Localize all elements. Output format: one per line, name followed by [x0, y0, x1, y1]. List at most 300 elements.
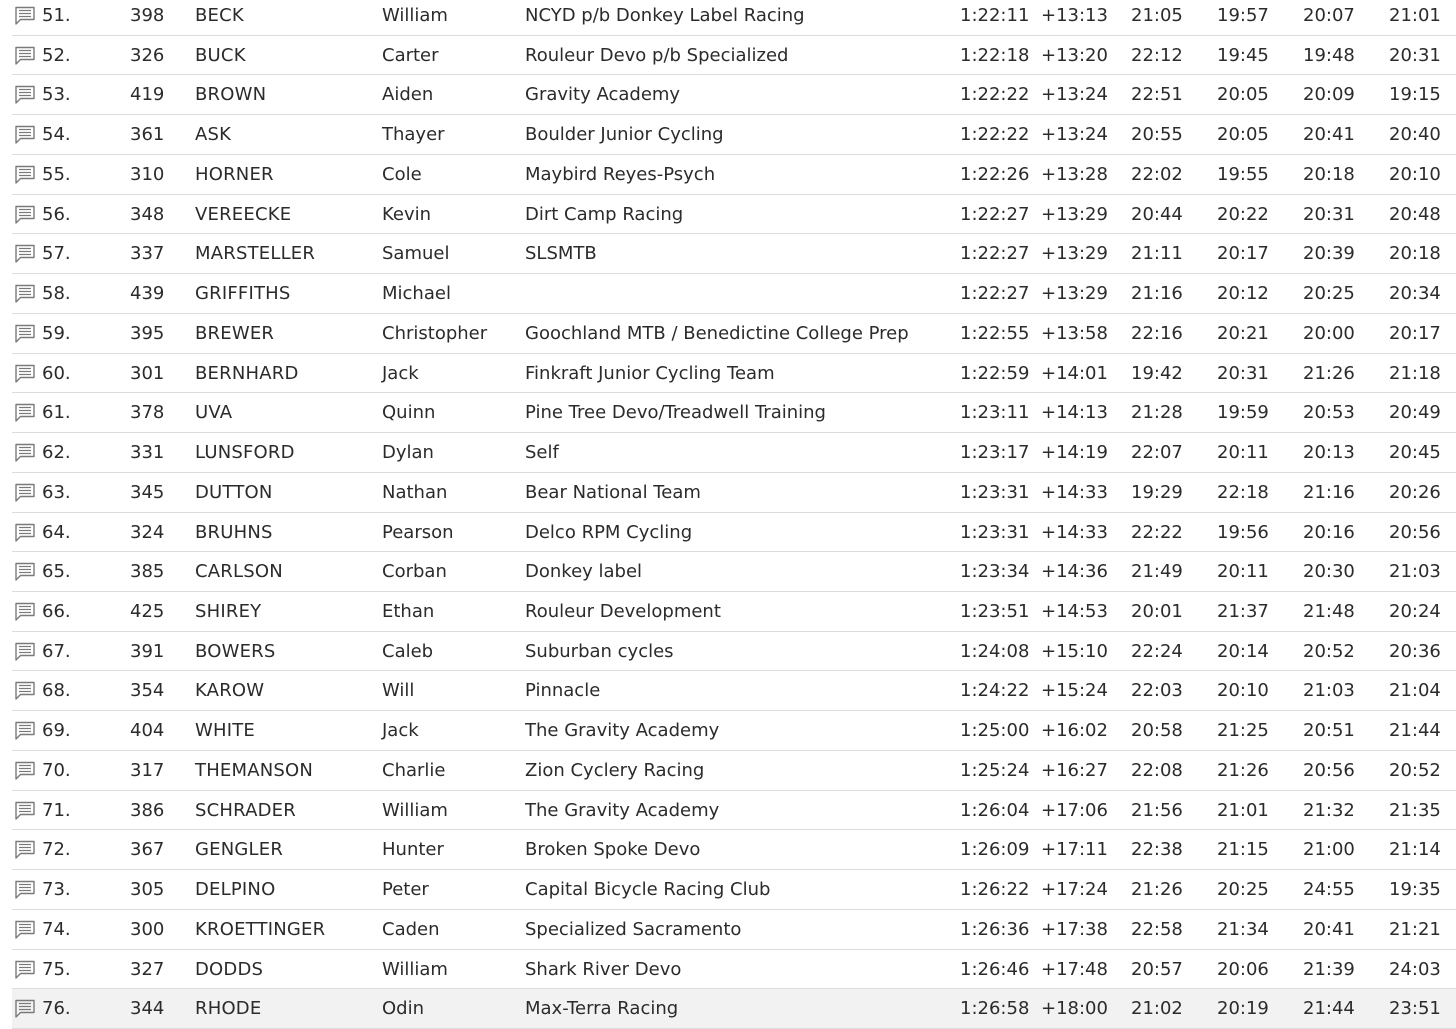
- gap-cell: +15:24: [1041, 680, 1108, 702]
- lap3-cell: 20:41: [1303, 124, 1355, 146]
- table-row: [12, 711, 1456, 751]
- last-name-cell: DUTTON: [195, 481, 273, 503]
- table-row: [12, 274, 1456, 314]
- table-row: [12, 115, 1456, 155]
- rank-cell: 69.: [42, 720, 71, 742]
- lap4-cell: 23:51: [1389, 998, 1441, 1020]
- lap1-cell: 22:16: [1131, 322, 1183, 344]
- lap3-cell: 20:53: [1303, 402, 1355, 424]
- table-row: [12, 354, 1456, 394]
- lap2-cell: 20:11: [1217, 561, 1269, 583]
- lap4-cell: 20:36: [1389, 640, 1441, 662]
- bib-cell: 326: [130, 44, 165, 66]
- comment-icon[interactable]: [14, 523, 36, 543]
- gap-cell: +14:33: [1041, 521, 1108, 543]
- comment-icon[interactable]: [14, 284, 36, 304]
- first-name-cell: Thayer: [382, 124, 445, 146]
- time-cell: 1:25:00: [960, 720, 1030, 742]
- team-cell: Gravity Academy: [525, 84, 681, 106]
- comment-icon[interactable]: [14, 602, 36, 622]
- lap1-cell: 20:01: [1131, 601, 1183, 623]
- time-cell: 1:24:08: [960, 640, 1030, 662]
- first-name-cell: Ethan: [382, 601, 435, 623]
- lap4-cell: 21:04: [1389, 680, 1441, 702]
- lap2-cell: 20:31: [1217, 362, 1269, 384]
- lap3-cell: 20:18: [1303, 163, 1355, 185]
- comment-icon[interactable]: [14, 46, 36, 66]
- time-cell: 1:22:26: [960, 163, 1030, 185]
- lap3-cell: 21:32: [1303, 799, 1355, 821]
- rank-cell: 72.: [42, 839, 71, 861]
- table-row: [12, 0, 1456, 36]
- table-row: [12, 910, 1456, 950]
- comment-icon[interactable]: [14, 642, 36, 662]
- table-row: [12, 234, 1456, 274]
- comment-icon[interactable]: [14, 125, 36, 145]
- bib-cell: 348: [130, 203, 165, 225]
- lap2-cell: 20:19: [1217, 998, 1269, 1020]
- lap2-cell: 20:25: [1217, 879, 1269, 901]
- time-cell: 1:26:22: [960, 879, 1030, 901]
- lap1-cell: 21:11: [1131, 243, 1183, 265]
- team-cell: Maybird Reyes-Psych: [525, 163, 716, 185]
- comment-icon[interactable]: [14, 6, 36, 26]
- bib-cell: 367: [130, 839, 165, 861]
- lap1-cell: 19:42: [1131, 362, 1183, 384]
- team-cell: Capital Bicycle Racing Club: [525, 879, 771, 901]
- lap1-cell: 19:29: [1131, 481, 1183, 503]
- lap3-cell: 20:07: [1303, 5, 1355, 26]
- table-row: [12, 433, 1456, 473]
- time-cell: 1:22:55: [960, 322, 1030, 344]
- lap2-cell: 20:17: [1217, 243, 1269, 265]
- last-name-cell: VEREECKE: [195, 203, 292, 225]
- team-cell: NCYD p/b Donkey Label Racing: [525, 5, 805, 26]
- lap2-cell: 19:56: [1217, 521, 1269, 543]
- time-cell: 1:22:59: [960, 362, 1030, 384]
- lap3-cell: 20:13: [1303, 442, 1355, 464]
- team-cell: Pine Tree Devo/Treadwell Training: [525, 402, 826, 424]
- lap1-cell: 21:49: [1131, 561, 1183, 583]
- last-name-cell: ASK: [195, 124, 232, 146]
- time-cell: 1:26:46: [960, 958, 1030, 980]
- lap2-cell: 20:10: [1217, 680, 1269, 702]
- first-name-cell: Charlie: [382, 759, 446, 781]
- lap1-cell: 22:38: [1131, 839, 1183, 861]
- gap-cell: +17:06: [1041, 799, 1108, 821]
- last-name-cell: THEMANSON: [195, 759, 314, 781]
- lap3-cell: 21:39: [1303, 958, 1355, 980]
- gap-cell: +14:36: [1041, 561, 1108, 583]
- bib-cell: 317: [130, 759, 165, 781]
- comment-icon[interactable]: [14, 960, 36, 980]
- rank-cell: 57.: [42, 243, 71, 265]
- time-cell: 1:23:31: [960, 521, 1030, 543]
- bib-cell: 345: [130, 481, 165, 503]
- table-row: [12, 830, 1456, 870]
- table-row: [12, 671, 1456, 711]
- lap2-cell: 21:26: [1217, 759, 1269, 781]
- table-row: [12, 870, 1456, 910]
- gap-cell: +17:48: [1041, 958, 1108, 980]
- lap4-cell: 20:48: [1389, 203, 1441, 225]
- lap2-cell: 20:22: [1217, 203, 1269, 225]
- rank-cell: 71.: [42, 799, 71, 821]
- table-row: [12, 314, 1456, 354]
- rank-cell: 54.: [42, 124, 71, 146]
- team-cell: Max-Terra Racing: [525, 998, 679, 1020]
- time-cell: 1:22:27: [960, 243, 1030, 265]
- team-cell: Finkraft Junior Cycling Team: [525, 362, 775, 384]
- lap4-cell: 21:03: [1389, 561, 1441, 583]
- table-row: [12, 393, 1456, 433]
- lap2-cell: 21:15: [1217, 839, 1269, 861]
- comment-icon[interactable]: [14, 165, 36, 185]
- lap2-cell: 21:37: [1217, 601, 1269, 623]
- rank-cell: 55.: [42, 163, 71, 185]
- team-cell: Broken Spoke Devo: [525, 839, 701, 861]
- first-name-cell: Pearson: [382, 521, 454, 543]
- bib-cell: 310: [130, 163, 165, 185]
- lap4-cell: 20:40: [1389, 124, 1441, 146]
- team-cell: Delco RPM Cycling: [525, 521, 693, 543]
- bib-cell: 385: [130, 561, 165, 583]
- first-name-cell: William: [382, 958, 448, 980]
- team-cell: Goochland MTB / Benedictine College Prep: [525, 322, 909, 344]
- rank-cell: 56.: [42, 203, 71, 225]
- first-name-cell: Christopher: [382, 322, 488, 344]
- lap1-cell: 22:07: [1131, 442, 1183, 464]
- table-row: [12, 989, 1456, 1029]
- comment-icon[interactable]: [14, 721, 36, 741]
- first-name-cell: Carter: [382, 44, 439, 66]
- table-row: [12, 513, 1456, 553]
- lap3-cell: 21:26: [1303, 362, 1355, 384]
- team-cell: The Gravity Academy: [525, 799, 720, 821]
- gap-cell: +17:11: [1041, 839, 1108, 861]
- lap1-cell: 21:02: [1131, 998, 1183, 1020]
- lap1-cell: 22:02: [1131, 163, 1183, 185]
- lap2-cell: 21:01: [1217, 799, 1269, 821]
- lap3-cell: 21:00: [1303, 839, 1355, 861]
- team-cell: Self: [525, 442, 559, 464]
- gap-cell: +16:27: [1041, 759, 1108, 781]
- lap4-cell: 20:52: [1389, 759, 1441, 781]
- lap2-cell: 19:55: [1217, 163, 1269, 185]
- team-cell: Rouleur Devo p/b Specialized: [525, 44, 789, 66]
- table-row: [12, 950, 1456, 990]
- gap-cell: +18:00: [1041, 998, 1108, 1020]
- bib-cell: 378: [130, 402, 165, 424]
- bib-cell: 344: [130, 998, 165, 1020]
- gap-cell: +17:38: [1041, 918, 1108, 940]
- last-name-cell: SCHRADER: [195, 799, 296, 821]
- lap2-cell: 21:25: [1217, 720, 1269, 742]
- last-name-cell: DELPINO: [195, 879, 276, 901]
- time-cell: 1:26:09: [960, 839, 1030, 861]
- last-name-cell: DODDS: [195, 958, 264, 980]
- lap4-cell: 21:01: [1389, 5, 1441, 26]
- comment-icon[interactable]: [14, 244, 36, 264]
- lap1-cell: 22:03: [1131, 680, 1183, 702]
- time-cell: 1:23:11: [960, 402, 1030, 424]
- time-cell: 1:22:22: [960, 124, 1030, 146]
- bib-cell: 386: [130, 799, 165, 821]
- lap3-cell: 19:48: [1303, 44, 1355, 66]
- lap1-cell: 20:58: [1131, 720, 1183, 742]
- lap3-cell: 20:52: [1303, 640, 1355, 662]
- lap3-cell: 20:39: [1303, 243, 1355, 265]
- last-name-cell: LUNSFORD: [195, 442, 295, 464]
- lap2-cell: 20:11: [1217, 442, 1269, 464]
- team-cell: Shark River Devo: [525, 958, 682, 980]
- lap4-cell: 20:34: [1389, 283, 1441, 305]
- time-cell: 1:26:04: [960, 799, 1030, 821]
- gap-cell: +13:13: [1041, 5, 1108, 26]
- lap4-cell: 21:21: [1389, 918, 1441, 940]
- lap4-cell: 21:35: [1389, 799, 1441, 821]
- lap2-cell: 20:05: [1217, 124, 1269, 146]
- lap2-cell: 19:45: [1217, 44, 1269, 66]
- table-row: [12, 791, 1456, 831]
- comment-icon[interactable]: [14, 999, 36, 1019]
- lap1-cell: 22:12: [1131, 44, 1183, 66]
- lap1-cell: 21:05: [1131, 5, 1183, 26]
- lap2-cell: 20:14: [1217, 640, 1269, 662]
- bib-cell: 301: [130, 362, 165, 384]
- rank-cell: 60.: [42, 362, 71, 384]
- gap-cell: +17:24: [1041, 879, 1108, 901]
- bib-cell: 337: [130, 243, 165, 265]
- gap-cell: +14:19: [1041, 442, 1108, 464]
- comment-icon[interactable]: [14, 85, 36, 105]
- lap4-cell: 20:18: [1389, 243, 1441, 265]
- lap3-cell: 20:41: [1303, 918, 1355, 940]
- gap-cell: +14:53: [1041, 601, 1108, 623]
- bib-cell: 398: [130, 5, 165, 26]
- rank-cell: 65.: [42, 561, 71, 583]
- lap2-cell: 19:57: [1217, 5, 1269, 26]
- bib-cell: 395: [130, 322, 165, 344]
- results-table: [12, 0, 1456, 1029]
- comment-icon[interactable]: [14, 681, 36, 701]
- time-cell: 1:23:31: [960, 481, 1030, 503]
- table-row: [12, 75, 1456, 115]
- lap4-cell: 19:15: [1389, 84, 1441, 106]
- table-row: [12, 632, 1456, 672]
- bib-cell: 305: [130, 879, 165, 901]
- last-name-cell: BOWERS: [195, 640, 276, 662]
- last-name-cell: RHODE: [195, 998, 262, 1020]
- last-name-cell: WHITE: [195, 720, 256, 742]
- rank-cell: 59.: [42, 322, 71, 344]
- comment-icon[interactable]: [14, 801, 36, 821]
- time-cell: 1:23:17: [960, 442, 1030, 464]
- rank-cell: 64.: [42, 521, 71, 543]
- lap3-cell: 20:51: [1303, 720, 1355, 742]
- comment-icon[interactable]: [14, 364, 36, 384]
- lap4-cell: 21:18: [1389, 362, 1441, 384]
- bib-cell: 327: [130, 958, 165, 980]
- gap-cell: +13:58: [1041, 322, 1108, 344]
- lap3-cell: 20:09: [1303, 84, 1355, 106]
- comment-icon[interactable]: [14, 840, 36, 860]
- last-name-cell: BUCK: [195, 44, 246, 66]
- table-row: [12, 195, 1456, 235]
- team-cell: Dirt Camp Racing: [525, 203, 684, 225]
- bib-cell: 361: [130, 124, 165, 146]
- bib-cell: 404: [130, 720, 165, 742]
- rank-cell: 52.: [42, 44, 71, 66]
- lap2-cell: 22:18: [1217, 481, 1269, 503]
- lap4-cell: 20:10: [1389, 163, 1441, 185]
- lap2-cell: 20:06: [1217, 958, 1269, 980]
- bib-cell: 425: [130, 601, 165, 623]
- lap1-cell: 21:16: [1131, 283, 1183, 305]
- time-cell: 1:22:11: [960, 5, 1030, 26]
- rank-cell: 67.: [42, 640, 71, 662]
- lap2-cell: 20:05: [1217, 84, 1269, 106]
- first-name-cell: Jack: [382, 362, 419, 384]
- gap-cell: +14:33: [1041, 481, 1108, 503]
- time-cell: 1:23:34: [960, 561, 1030, 583]
- time-cell: 1:23:51: [960, 601, 1030, 623]
- lap4-cell: 20:17: [1389, 322, 1441, 344]
- gap-cell: +13:28: [1041, 163, 1108, 185]
- first-name-cell: William: [382, 5, 448, 26]
- comment-icon[interactable]: [14, 205, 36, 225]
- time-cell: 1:24:22: [960, 680, 1030, 702]
- lap3-cell: 21:16: [1303, 481, 1355, 503]
- bib-cell: 331: [130, 442, 165, 464]
- last-name-cell: BRUHNS: [195, 521, 273, 543]
- gap-cell: +14:13: [1041, 402, 1108, 424]
- last-name-cell: HORNER: [195, 163, 274, 185]
- last-name-cell: BREWER: [195, 322, 275, 344]
- first-name-cell: Dylan: [382, 442, 434, 464]
- rank-cell: 76.: [42, 998, 71, 1020]
- team-cell: Pinnacle: [525, 680, 601, 702]
- lap1-cell: 21:56: [1131, 799, 1183, 821]
- lap1-cell: 21:26: [1131, 879, 1183, 901]
- rank-cell: 73.: [42, 879, 71, 901]
- comment-icon[interactable]: [14, 403, 36, 423]
- comment-icon[interactable]: [14, 483, 36, 503]
- table-row: [12, 473, 1456, 513]
- last-name-cell: SHIREY: [195, 601, 262, 623]
- comment-icon[interactable]: [14, 443, 36, 463]
- first-name-cell: Kevin: [382, 203, 432, 225]
- last-name-cell: BERNHARD: [195, 362, 299, 384]
- team-cell: SLSMTB: [525, 243, 597, 265]
- first-name-cell: Nathan: [382, 481, 448, 503]
- comment-icon[interactable]: [14, 562, 36, 582]
- lap1-cell: 22:08: [1131, 759, 1183, 781]
- lap3-cell: 20:16: [1303, 521, 1355, 543]
- bib-cell: 419: [130, 84, 165, 106]
- lap4-cell: 20:45: [1389, 442, 1441, 464]
- gap-cell: +13:29: [1041, 283, 1108, 305]
- first-name-cell: Michael: [382, 283, 451, 305]
- bib-cell: 300: [130, 918, 165, 940]
- lap3-cell: 20:00: [1303, 322, 1355, 344]
- gap-cell: +13:29: [1041, 203, 1108, 225]
- comment-icon[interactable]: [14, 920, 36, 940]
- rank-cell: 68.: [42, 680, 71, 702]
- first-name-cell: Hunter: [382, 839, 444, 861]
- time-cell: 1:25:24: [960, 759, 1030, 781]
- time-cell: 1:22:27: [960, 283, 1030, 305]
- lap1-cell: 22:22: [1131, 521, 1183, 543]
- last-name-cell: GENGLER: [195, 839, 284, 861]
- first-name-cell: William: [382, 799, 448, 821]
- last-name-cell: GRIFFITHS: [195, 283, 291, 305]
- rank-cell: 53.: [42, 84, 71, 106]
- gap-cell: +15:10: [1041, 640, 1108, 662]
- lap4-cell: 20:56: [1389, 521, 1441, 543]
- time-cell: 1:26:58: [960, 998, 1030, 1020]
- rank-cell: 58.: [42, 283, 71, 305]
- last-name-cell: MARSTELLER: [195, 243, 316, 265]
- lap3-cell: 21:03: [1303, 680, 1355, 702]
- rank-cell: 70.: [42, 759, 71, 781]
- time-cell: 1:22:18: [960, 44, 1030, 66]
- last-name-cell: KAROW: [195, 680, 265, 702]
- last-name-cell: CARLSON: [195, 561, 283, 583]
- first-name-cell: Peter: [382, 879, 429, 901]
- comment-icon[interactable]: [14, 880, 36, 900]
- lap3-cell: 20:31: [1303, 203, 1355, 225]
- lap2-cell: 20:12: [1217, 283, 1269, 305]
- rank-cell: 61.: [42, 402, 71, 424]
- team-cell: Zion Cyclery Racing: [525, 759, 705, 781]
- lap3-cell: 20:30: [1303, 561, 1355, 583]
- first-name-cell: Odin: [382, 998, 425, 1020]
- gap-cell: +16:02: [1041, 720, 1108, 742]
- comment-icon[interactable]: [14, 761, 36, 781]
- time-cell: 1:26:36: [960, 918, 1030, 940]
- first-name-cell: Aiden: [382, 84, 434, 106]
- bib-cell: 391: [130, 640, 165, 662]
- lap1-cell: 22:24: [1131, 640, 1183, 662]
- lap1-cell: 20:44: [1131, 203, 1183, 225]
- table-row: [12, 552, 1456, 592]
- first-name-cell: Will: [382, 680, 415, 702]
- last-name-cell: BROWN: [195, 84, 267, 106]
- lap4-cell: 20:31: [1389, 44, 1441, 66]
- team-cell: The Gravity Academy: [525, 720, 720, 742]
- table-row: [12, 36, 1456, 76]
- time-cell: 1:22:22: [960, 84, 1030, 106]
- rank-cell: 66.: [42, 601, 71, 623]
- first-name-cell: Cole: [382, 163, 422, 185]
- team-cell: Specialized Sacramento: [525, 918, 742, 940]
- team-cell: Bear National Team: [525, 481, 701, 503]
- lap2-cell: 21:34: [1217, 918, 1269, 940]
- first-name-cell: Samuel: [382, 243, 450, 265]
- comment-icon[interactable]: [14, 324, 36, 344]
- team-cell: Suburban cycles: [525, 640, 674, 662]
- lap2-cell: 20:21: [1217, 322, 1269, 344]
- lap1-cell: 22:58: [1131, 918, 1183, 940]
- lap3-cell: 20:56: [1303, 759, 1355, 781]
- lap2-cell: 19:59: [1217, 402, 1269, 424]
- last-name-cell: UVA: [195, 402, 233, 424]
- gap-cell: +13:24: [1041, 84, 1108, 106]
- last-name-cell: KROETTINGER: [195, 918, 326, 940]
- team-cell: Donkey label: [525, 561, 643, 583]
- lap4-cell: 24:03: [1389, 958, 1441, 980]
